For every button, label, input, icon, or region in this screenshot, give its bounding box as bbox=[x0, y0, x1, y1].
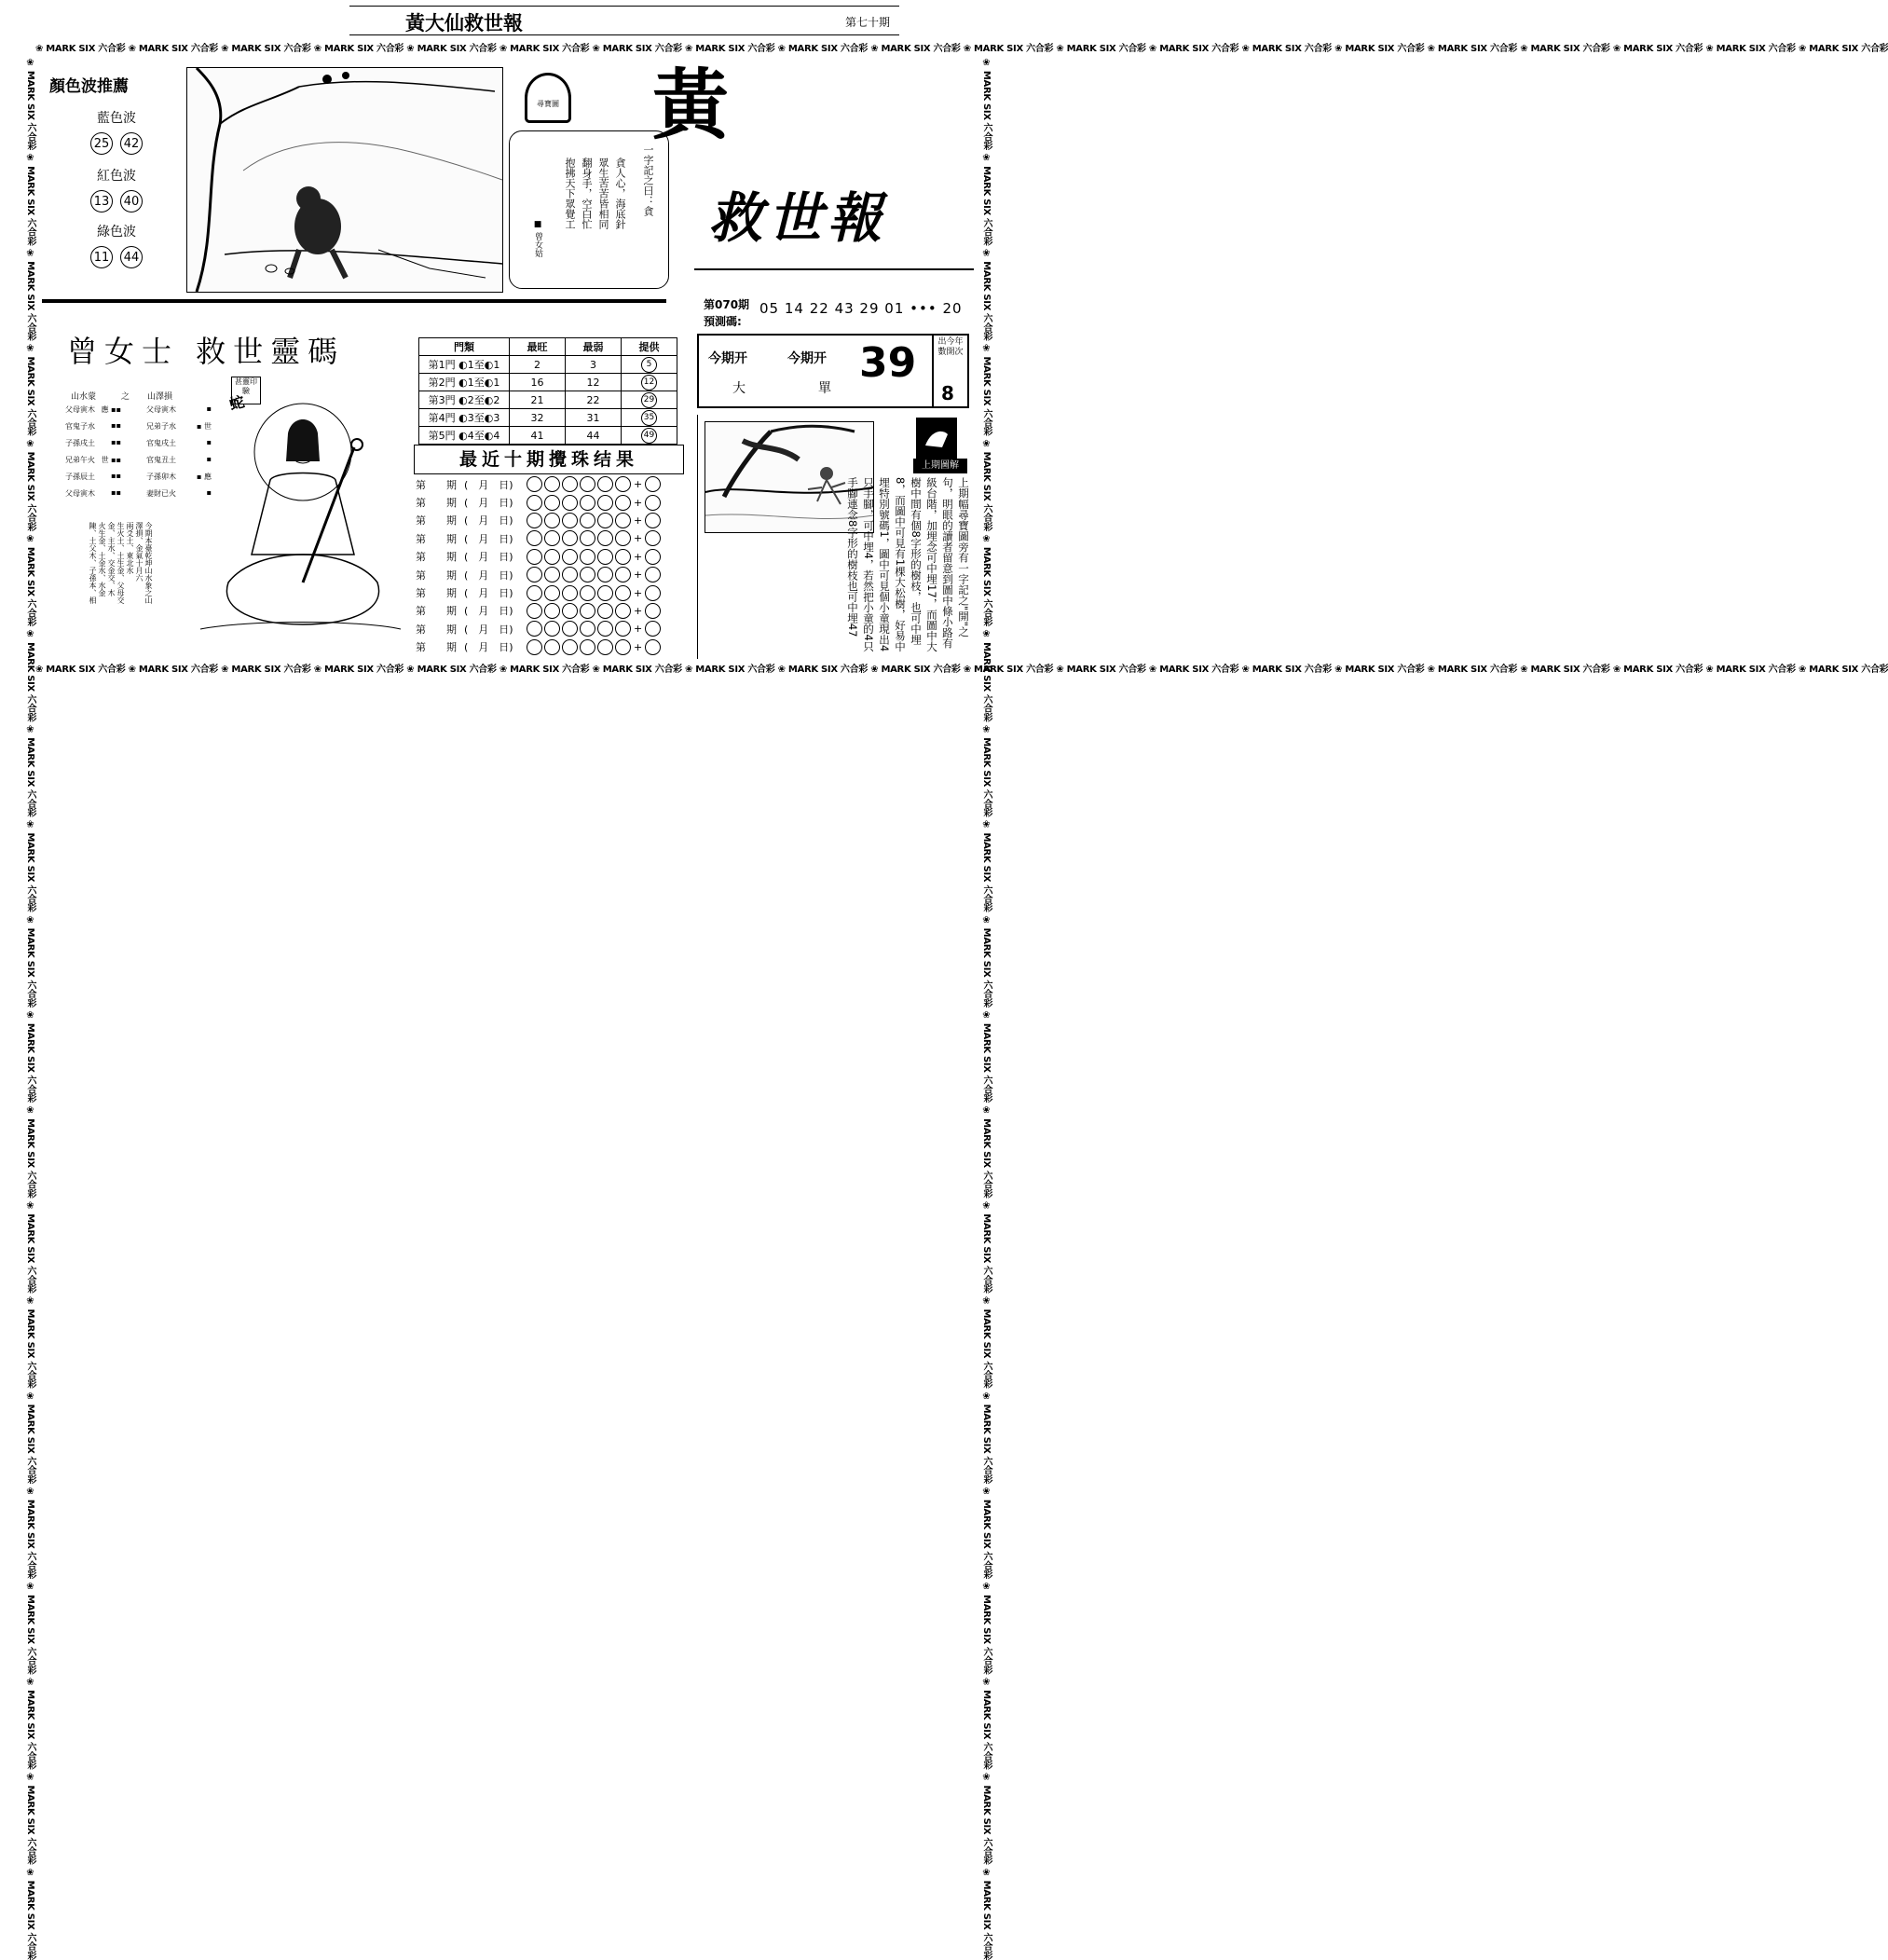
current-period-box bbox=[697, 334, 934, 408]
hexagram-line-mark: ▪ bbox=[206, 438, 212, 446]
poem-column: 陳、土父木、子孫本、相 bbox=[89, 522, 97, 604]
ball-slot bbox=[544, 549, 560, 565]
stamp-text: 甚靈印驗 bbox=[235, 377, 257, 395]
ball-slot bbox=[597, 513, 613, 528]
door-min: 31 bbox=[566, 409, 622, 427]
special-ball-slot bbox=[645, 513, 661, 528]
hexagram-poem bbox=[86, 522, 153, 634]
color-number: 44 bbox=[120, 246, 143, 268]
ball-slot bbox=[527, 639, 542, 655]
door-give-number: 5 bbox=[641, 357, 657, 373]
color-group bbox=[61, 222, 172, 268]
plus-sign: + bbox=[634, 532, 643, 545]
current-big-number: 39 bbox=[859, 339, 917, 387]
hexagram-line-label: 子孫卯木 bbox=[146, 473, 176, 481]
color-group-name: 藍色波 bbox=[97, 111, 136, 126]
hexagram-line-mark: 世 ▪▪ bbox=[101, 456, 121, 464]
ball-slot bbox=[597, 530, 613, 546]
history-row bbox=[416, 529, 686, 547]
door-name: 第5門 ◐4至◐4 bbox=[419, 427, 510, 445]
poem-column: 生火土、土生金、父母交 bbox=[116, 522, 125, 604]
history-date: ( 月 日) bbox=[464, 623, 513, 636]
history-rows bbox=[416, 475, 686, 656]
history-period: 第 期 bbox=[416, 641, 457, 654]
ball-slot bbox=[597, 639, 613, 655]
ball-slot bbox=[544, 567, 560, 583]
verse-line: 眾生苦苦皆相同 bbox=[597, 158, 609, 229]
door-max: 41 bbox=[510, 427, 566, 445]
hexagram-line bbox=[65, 488, 121, 505]
hexagram-line-label: 兄弟子水 bbox=[146, 422, 176, 431]
poem-column: 火生金、土金水、水金 bbox=[98, 522, 106, 596]
door-min: 44 bbox=[566, 427, 622, 445]
ball-slot bbox=[544, 621, 560, 637]
history-title: 最近十期攪珠结果 bbox=[414, 445, 684, 474]
ball-slot bbox=[615, 513, 631, 528]
current-small-number: 8 bbox=[941, 382, 954, 404]
color-number: 13 bbox=[90, 190, 113, 212]
ball-slot bbox=[562, 567, 578, 583]
logo-label: 尋寶圖 bbox=[537, 100, 559, 108]
history-row bbox=[416, 638, 686, 656]
doors-header-row bbox=[419, 338, 677, 356]
hexagram-line-mark: 應 ▪▪ bbox=[101, 405, 121, 414]
plus-sign: + bbox=[634, 569, 643, 582]
color-group bbox=[61, 108, 172, 155]
ball-slot bbox=[544, 530, 560, 546]
current-side-label: 出今年數開次 bbox=[937, 337, 964, 357]
doors-header: 最弱 bbox=[566, 338, 622, 356]
ball-slot bbox=[615, 476, 631, 492]
ball-slot bbox=[580, 603, 595, 619]
history-date: ( 月 日) bbox=[464, 514, 513, 528]
hexagram-left-column bbox=[65, 404, 121, 505]
ball-slot bbox=[597, 621, 613, 637]
history-panel bbox=[410, 445, 686, 659]
hexagram-line-label: 父母寅木 bbox=[146, 405, 176, 414]
current-side-box bbox=[932, 334, 969, 408]
right-strip: ❀ MARK SIX 六合彩 ❀ MARK SIX 六合彩 ❀ MARK SIX 六合彩 ❀ MARK SIX 六合彩 ❀ MARK SIX 六合彩 ❀ MARK SIX 六合彩 ❀ MARK SIX 六合彩 ❀ MARK SIX 六合彩 ❀ MARK SIX 六合彩 ❀ MARK SIX 六合彩 ❀ MARK SIX 六合彩 ❀ MARK SIX 六合彩 ❀ MARK SIX 六合彩 ❀ MARK SIX 六合彩 ❀ MARK SIX 六合彩 ❀ MARK SIX 六合彩 ❀ MARK SIX 六合彩 ❀ MARK SIX 六合彩 ❀ MARK SIX 六合彩 ❀ MARK SIX 六合彩 bbox=[981, 58, 992, 1960]
verse-scroll bbox=[509, 130, 669, 289]
history-row bbox=[416, 512, 686, 529]
brand-subtitle: 救世報 bbox=[708, 186, 888, 250]
history-period: 第 期 bbox=[416, 605, 457, 618]
ball-slot bbox=[580, 530, 595, 546]
hexagram-header: 山水蒙 bbox=[71, 392, 97, 402]
ball-slot bbox=[580, 639, 595, 655]
door-give-number: 35 bbox=[641, 410, 657, 426]
ball-slot bbox=[615, 530, 631, 546]
ball-slot bbox=[615, 567, 631, 583]
ball-slot bbox=[615, 495, 631, 511]
ball-slot bbox=[562, 513, 578, 528]
ball-slot bbox=[615, 621, 631, 637]
ball-slot bbox=[527, 621, 542, 637]
doors-table-wrapper bbox=[418, 337, 677, 445]
history-date: ( 月 日) bbox=[464, 551, 513, 564]
hexagram-line-label: 父母寅木 bbox=[65, 405, 95, 414]
treasure-map-logo bbox=[525, 73, 571, 123]
ball-slot bbox=[544, 639, 560, 655]
ball-slot bbox=[527, 476, 542, 492]
plus-sign: + bbox=[634, 623, 643, 636]
snake-zodiac: 蛇 bbox=[227, 392, 247, 414]
spirit-code-title: 曾女士 救世靈碼 bbox=[67, 334, 346, 369]
door-min: 22 bbox=[566, 391, 622, 409]
special-ball-slot bbox=[645, 530, 661, 546]
hexagram-line-mark: ▪ bbox=[206, 404, 212, 413]
hexagram-line-mark: ▪▪ bbox=[111, 488, 121, 497]
special-ball-slot bbox=[645, 549, 661, 565]
history-period: 第 期 bbox=[416, 478, 457, 491]
door-min: 3 bbox=[566, 356, 622, 374]
plus-sign: + bbox=[634, 496, 643, 509]
history-period: 第 期 bbox=[416, 623, 457, 636]
issue-number: 第七十期 bbox=[844, 16, 890, 29]
special-ball-slot bbox=[645, 476, 661, 492]
ball-slot bbox=[580, 585, 595, 601]
hexagram-line-label: 官鬼戌土 bbox=[146, 439, 176, 447]
ball-slot bbox=[580, 621, 595, 637]
doors-row bbox=[419, 409, 677, 427]
door-give-number: 12 bbox=[641, 375, 657, 391]
history-date: ( 月 日) bbox=[464, 532, 513, 545]
ball-slot bbox=[544, 476, 560, 492]
guanyin-illustration bbox=[191, 396, 410, 638]
hexagram-line-mark: ▪ bbox=[206, 488, 212, 497]
special-ball-slot bbox=[645, 621, 661, 637]
poem-column: 澤損、金氣十月六 bbox=[135, 522, 144, 582]
left-strip: ❀ MARK SIX 六合彩 ❀ MARK SIX 六合彩 ❀ MARK SIX 六合彩 ❀ MARK SIX 六合彩 ❀ MARK SIX 六合彩 ❀ MARK SIX 六合彩 ❀ MARK SIX 六合彩 ❀ MARK SIX 六合彩 ❀ MARK SIX 六合彩 ❀ MARK SIX 六合彩 ❀ MARK SIX 六合彩 ❀ MARK SIX 六合彩 ❀ MARK SIX 六合彩 ❀ MARK SIX 六合彩 ❀ MARK SIX 六合彩 ❀ MARK SIX 六合彩 ❀ MARK SIX 六合彩 ❀ MARK SIX 六合彩 ❀ MARK SIX 六合彩 ❀ MARK SIX 六合彩 bbox=[25, 58, 35, 1960]
door-min: 12 bbox=[566, 374, 622, 391]
hexagram-line-label: 兄弟午火 bbox=[65, 456, 95, 464]
door-name: 第3門 ◐2至◐2 bbox=[419, 391, 510, 409]
verse-signature: ■ 曾女姑 bbox=[533, 220, 542, 257]
prediction-label-issue: 第070期 bbox=[704, 298, 750, 311]
hexagram-line-label: 子孫辰土 bbox=[65, 473, 95, 481]
ball-slot bbox=[580, 476, 595, 492]
poem-column: 今期本臺乾坤山水象之山 bbox=[144, 522, 153, 604]
hexagram-line-label: 父母寅木 bbox=[65, 489, 95, 498]
plus-sign: + bbox=[634, 550, 643, 563]
current-parity: 單 bbox=[818, 381, 831, 396]
brand-big-character: 黃 bbox=[652, 61, 730, 150]
ball-slot bbox=[527, 585, 542, 601]
ball-slot bbox=[562, 621, 578, 637]
history-period: 第 期 bbox=[416, 587, 457, 600]
prediction-numbers: 05 14 22 43 29 01 ••• 20 bbox=[759, 300, 963, 317]
plus-sign: + bbox=[634, 604, 643, 617]
current-label: 今期开 bbox=[708, 351, 747, 366]
ball-slot bbox=[527, 513, 542, 528]
history-row bbox=[416, 475, 686, 493]
ball-slot bbox=[580, 513, 595, 528]
door-give bbox=[622, 409, 677, 427]
hexagram-line-label: 官鬼丑土 bbox=[146, 456, 176, 464]
history-date: ( 月 日) bbox=[464, 605, 513, 618]
door-max: 32 bbox=[510, 409, 566, 427]
ball-slot bbox=[527, 603, 542, 619]
ball-slot bbox=[544, 603, 560, 619]
history-date: ( 月 日) bbox=[464, 569, 513, 582]
color-wave-title: 顏色波推薦 bbox=[49, 77, 129, 96]
hexagram-line-mark: ▪▪ bbox=[111, 438, 121, 446]
special-ball-slot bbox=[645, 567, 661, 583]
past-explanation: 上期幅尋寶圖旁有一字記之"開"之句，明眼的讀者留意到圖中條小路有級台階，加埋念可中埋17，而圖中大樹中間有個8字形的樹枝，也可中埋8，而圖中可見有1棵大松樹，好易中埋特別號碼1，圖中可見個小童現出4只手腳，可中埋4，若然把小童的4只手腳連念8字形的樹枝也可中埋47 bbox=[846, 477, 970, 652]
hexagram-header: 山澤損 bbox=[147, 392, 173, 402]
color-group-name: 綠色波 bbox=[97, 225, 136, 240]
door-max: 21 bbox=[510, 391, 566, 409]
ball-slot bbox=[597, 476, 613, 492]
door-give bbox=[622, 374, 677, 391]
ball-slot bbox=[597, 567, 613, 583]
ball-slot bbox=[562, 495, 578, 511]
top-strip: ❀ MARK SIX 六合彩 ❀ MARK SIX 六合彩 ❀ MARK SIX 六合彩 ❀ MARK SIX 六合彩 ❀ MARK SIX 六合彩 ❀ MARK SIX 六合彩 ❀ MARK SIX 六合彩 ❀ MARK SIX 六合彩 ❀ MARK SIX 六合彩 ❀ MARK SIX 六合彩 ❀ MARK SIX 六合彩 ❀ MARK SIX 六合彩 ❀ MARK SIX 六合彩 ❀ MARK SIX 六合彩 ❀ MARK SIX 六合彩 ❀ MARK SIX 六合彩 ❀ MARK SIX 六合彩 ❀ MARK SIX 六合彩 ❀ MARK SIX 六合彩 ❀ MARK SIX 六合彩 bbox=[35, 44, 1888, 54]
history-date: ( 月 日) bbox=[464, 641, 513, 654]
color-group-name: 紅色波 bbox=[97, 169, 136, 184]
hexagram-line-label: 妻財已火 bbox=[146, 489, 176, 498]
color-number: 25 bbox=[90, 132, 113, 155]
ball-slot bbox=[580, 549, 595, 565]
bottom-strip: ❀ MARK SIX 六合彩 ❀ MARK SIX 六合彩 ❀ MARK SIX 六合彩 ❀ MARK SIX 六合彩 ❀ MARK SIX 六合彩 ❀ MARK SIX 六合彩 ❀ MARK SIX 六合彩 ❀ MARK SIX 六合彩 ❀ MARK SIX 六合彩 ❀ MARK SIX 六合彩 ❀ MARK SIX 六合彩 ❀ MARK SIX 六合彩 ❀ MARK SIX 六合彩 ❀ MARK SIX 六合彩 ❀ MARK SIX 六合彩 ❀ MARK SIX 六合彩 ❀ MARK SIX 六合彩 ❀ MARK SIX 六合彩 ❀ MARK SIX 六合彩 ❀ MARK SIX 六合彩 bbox=[35, 665, 1888, 675]
ball-slot bbox=[527, 567, 542, 583]
door-max: 2 bbox=[510, 356, 566, 374]
history-row bbox=[416, 548, 686, 566]
door-give-number: 49 bbox=[641, 428, 657, 444]
hexagram-line-mark: ▪▪ bbox=[111, 421, 121, 430]
hexagram-line-label: 子孫戌土 bbox=[65, 439, 95, 447]
hexagram-line bbox=[65, 404, 121, 421]
history-period: 第 期 bbox=[416, 514, 457, 528]
doors-row bbox=[419, 356, 677, 374]
ball-slot bbox=[580, 495, 595, 511]
ball-slot bbox=[544, 585, 560, 601]
hexagram-line-mark: ▪ 世 bbox=[197, 422, 212, 431]
ball-slot bbox=[562, 476, 578, 492]
poem-column: 兩爻土、東北水 bbox=[126, 522, 134, 574]
color-wave-panel bbox=[42, 63, 182, 292]
hexagram-line bbox=[65, 421, 121, 438]
hexagram-header: 之 bbox=[121, 392, 130, 402]
guanyin-drawing bbox=[191, 396, 410, 638]
treasure-icon bbox=[918, 419, 955, 457]
special-ball-slot bbox=[645, 585, 661, 601]
doors-header: 最旺 bbox=[510, 338, 566, 356]
doors-row bbox=[419, 427, 677, 445]
history-period: 第 期 bbox=[416, 497, 457, 510]
door-give bbox=[622, 356, 677, 374]
history-period: 第 期 bbox=[416, 569, 457, 582]
doors-row bbox=[419, 391, 677, 409]
plus-sign: + bbox=[634, 586, 643, 599]
hexagram-line bbox=[65, 455, 121, 472]
door-name: 第4門 ◐3至◐3 bbox=[419, 409, 510, 427]
hexagram-line bbox=[65, 438, 121, 455]
color-number: 40 bbox=[120, 190, 143, 212]
hexagram-line-label: 官鬼子水 bbox=[65, 422, 95, 431]
door-max: 16 bbox=[510, 374, 566, 391]
current-size: 大 bbox=[732, 381, 746, 396]
history-row bbox=[416, 566, 686, 583]
ball-slot bbox=[527, 549, 542, 565]
ball-slot bbox=[562, 585, 578, 601]
plus-sign: + bbox=[634, 640, 643, 653]
ball-slot bbox=[597, 549, 613, 565]
ball-slot bbox=[562, 530, 578, 546]
plus-sign: + bbox=[634, 514, 643, 527]
ball-slot bbox=[597, 603, 613, 619]
hexagram-line-mark: ▪ bbox=[206, 455, 212, 463]
treasure-illustration bbox=[186, 67, 503, 293]
history-row bbox=[416, 493, 686, 511]
doors-table bbox=[418, 337, 677, 445]
ball-slot bbox=[562, 603, 578, 619]
ball-slot bbox=[615, 639, 631, 655]
hexagram-line-mark: ▪▪ bbox=[111, 472, 121, 480]
ball-slot bbox=[562, 639, 578, 655]
verse-line: 翻身手，空白忙 bbox=[581, 158, 593, 229]
ball-slot bbox=[597, 585, 613, 601]
history-row bbox=[416, 602, 686, 620]
special-ball-slot bbox=[645, 495, 661, 511]
ball-slot bbox=[615, 585, 631, 601]
past-icon bbox=[916, 418, 957, 459]
ball-slot bbox=[562, 549, 578, 565]
header-title: 黃大仙救世報 bbox=[405, 11, 523, 34]
door-name: 第2門 ◐1至◐1 bbox=[419, 374, 510, 391]
ball-slot bbox=[580, 567, 595, 583]
verse-line: 貪人心，海底針 bbox=[614, 158, 626, 229]
monkey-scene-drawing bbox=[187, 68, 502, 292]
history-period: 第 期 bbox=[416, 551, 457, 564]
history-row bbox=[416, 583, 686, 601]
doors-header: 提供 bbox=[622, 338, 677, 356]
color-group bbox=[61, 166, 172, 212]
color-number: 42 bbox=[120, 132, 143, 155]
poem-column: 金、主水、交金交、木 bbox=[107, 522, 116, 596]
ball-slot bbox=[615, 603, 631, 619]
history-row bbox=[416, 620, 686, 637]
ball-slot bbox=[527, 530, 542, 546]
header bbox=[349, 6, 899, 35]
door-give-number: 29 bbox=[641, 392, 657, 408]
doors-header: 門類 bbox=[419, 338, 510, 356]
section-divider bbox=[42, 299, 666, 303]
ball-slot bbox=[527, 495, 542, 511]
ball-slot bbox=[615, 549, 631, 565]
prediction-label: 預測碼: bbox=[704, 315, 742, 328]
special-ball-slot bbox=[645, 639, 661, 655]
divider bbox=[694, 268, 974, 270]
door-name: 第1門 ◐1至◐1 bbox=[419, 356, 510, 374]
ball-slot bbox=[544, 513, 560, 528]
hexagram-line bbox=[65, 472, 121, 488]
plus-sign: + bbox=[634, 478, 643, 491]
history-date: ( 月 日) bbox=[464, 478, 513, 491]
color-number: 11 bbox=[90, 246, 113, 268]
current-label: 今期开 bbox=[787, 351, 827, 366]
verse-line: 一字記之曰：貪 bbox=[642, 144, 654, 216]
door-give bbox=[622, 427, 677, 445]
history-period: 第 期 bbox=[416, 532, 457, 545]
ball-slot bbox=[597, 495, 613, 511]
verse-line: 抱拂天下眾覺工 bbox=[564, 158, 576, 229]
ball-slot bbox=[544, 495, 560, 511]
door-give bbox=[622, 391, 677, 409]
hexagram-line-mark: ▪ 應 bbox=[197, 473, 212, 481]
special-ball-slot bbox=[645, 603, 661, 619]
history-date: ( 月 日) bbox=[464, 497, 513, 510]
past-label: 上期圖解 bbox=[913, 459, 967, 473]
doors-row bbox=[419, 374, 677, 391]
history-date: ( 月 日) bbox=[464, 587, 513, 600]
